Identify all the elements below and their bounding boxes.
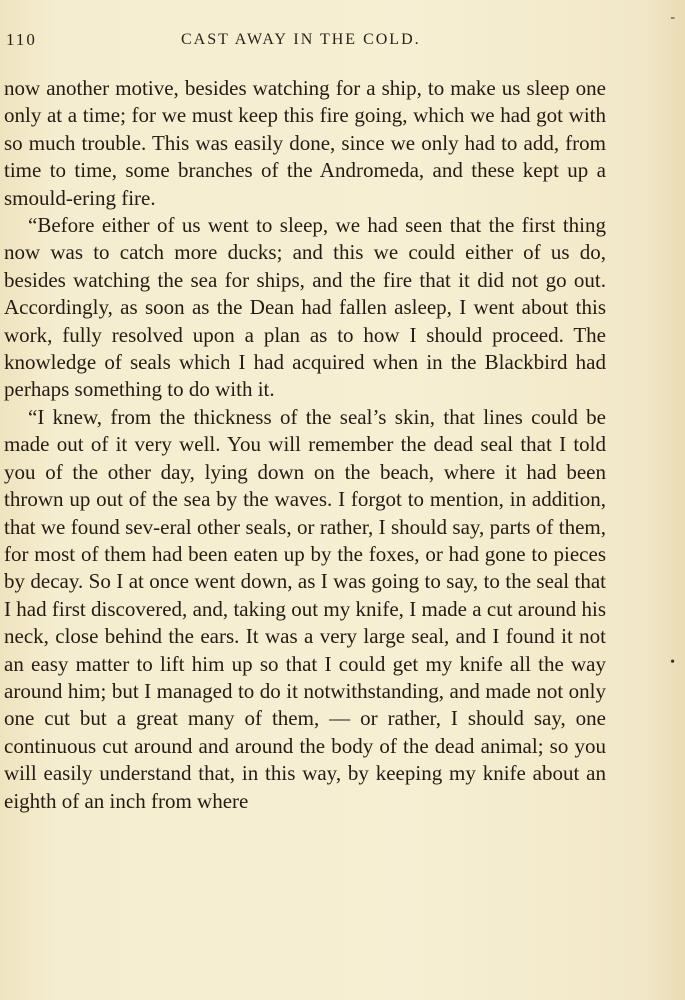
running-title: CAST AWAY IN THE COLD. (181, 31, 421, 48)
paragraph-1: now another motive, besides watching for a ship, to make us sleep one only at a time; for we must keep this fire going, which we had got with so much trouble. This was easily done, since we only had to add, from time to time, some branches of the Andromeda, and these kept up a smould-ering fire. (4, 76, 606, 210)
page-number: 110 (6, 30, 37, 49)
body-text (4, 75, 606, 815)
edge-speck: - (670, 10, 675, 25)
edge-speck: • (670, 655, 675, 670)
paragraph-2: “Before either of us went to sleep, we had seen that the first thing now was to catch more ducks; and this we could either of us do, besides watching the sea for ships, and the fire that it did not go out. Accordingly, as soon as the Dean had fallen asleep, I went about this work, fully resolved upon a plan as to how I should proceed. The knowledge of seals which I had acquired when in the Blackbird had perhaps something to do with it. (4, 213, 606, 402)
page-header (6, 28, 663, 58)
paragraph-3: “I knew, from the thickness of the seal’s skin, that lines could be made out of it very well. You will remember the dead seal that I told you of the other day, lying down on the beach, where it had been thrown up out of the sea by the waves. I forgot to mention, in addition, that we found sev-eral other seals, or rather, I should say, parts of them, for most of them had been eaten up by the foxes, or had gone to pieces by decay. So I at once went down, as I was going to say, to the seal that I had first discovered, and, taking out my knife, I made a cut around his neck, close behind the ears. It was a very large seal, and I found it not an easy matter to lift him up so that I could get my knife all the way around him; but I managed to do it notwithstanding, and made not only one cut but a great many of them, — or rather, I should say, one continuous cut around and around the body of the dead animal; so you will easily understand that, in this way, by keeping my knife about an eighth of an inch from where (4, 404, 606, 813)
